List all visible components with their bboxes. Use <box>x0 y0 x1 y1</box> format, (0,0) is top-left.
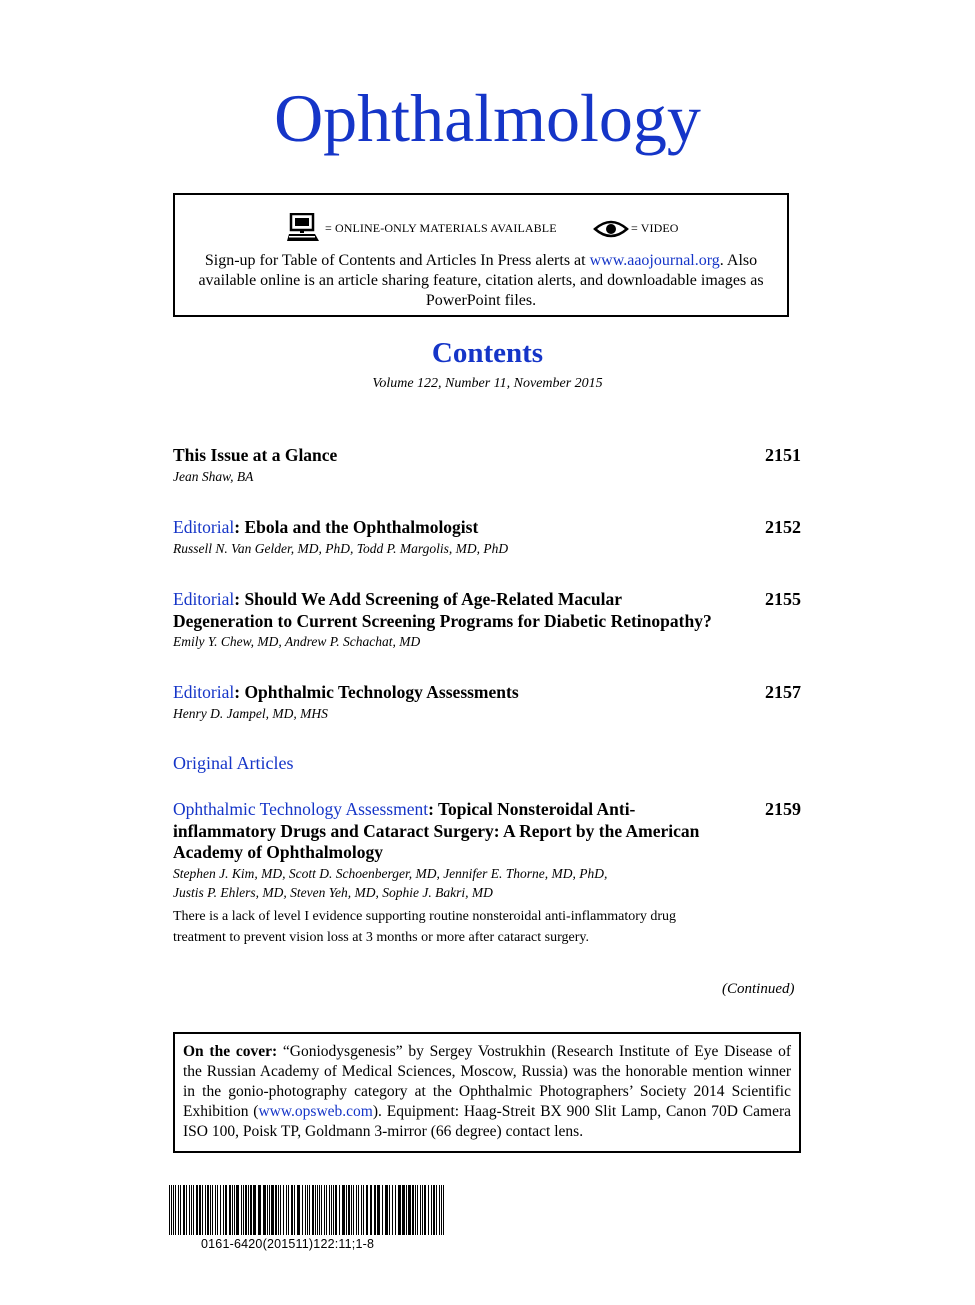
barcode-bar <box>377 1185 380 1235</box>
barcode-bar <box>433 1185 435 1235</box>
barcode-bar <box>382 1185 383 1235</box>
barcode-bar <box>358 1185 359 1235</box>
barcode-bar <box>392 1185 393 1235</box>
continued-label: (Continued) <box>722 981 795 997</box>
cover-box <box>173 1032 801 1153</box>
toc-entry[interactable] <box>173 589 801 651</box>
barcode-bar <box>248 1185 249 1235</box>
barcode-bar <box>173 1185 174 1235</box>
entry-page: 2152 <box>765 517 801 537</box>
entry-category[interactable]: Editorial <box>173 682 235 702</box>
barcode-bar <box>374 1185 376 1235</box>
barcode-bar <box>329 1185 330 1235</box>
barcode-bar <box>305 1185 306 1235</box>
barcode-number: 0161-6420(201511)122:11;1-8 <box>201 1237 375 1251</box>
barcode-bar <box>335 1185 337 1235</box>
barcode-bar <box>395 1185 396 1235</box>
entry-title: Ebola and the Ophthalmologist <box>244 517 479 537</box>
barcode-bar <box>234 1185 235 1235</box>
barcode-bar <box>326 1185 327 1235</box>
computer-icon <box>287 213 321 243</box>
barcode-bar <box>212 1185 213 1235</box>
barcode-bar <box>278 1185 279 1235</box>
barcode-bar <box>175 1185 176 1235</box>
volume-info: Volume 122, Number 11, November 2015 <box>372 376 603 391</box>
barcode-bar <box>422 1185 423 1235</box>
aaojournal-link[interactable]: www.aaojournal.org <box>589 252 720 269</box>
barcode-bar <box>283 1185 284 1235</box>
barcode-bar <box>439 1185 440 1235</box>
barcode-bar <box>253 1185 256 1235</box>
barcode-bar <box>288 1185 289 1235</box>
barcode-bar <box>271 1185 274 1235</box>
barcode-bar <box>245 1185 247 1235</box>
entry-authors: Emily Y. Chew, MD, Andrew P. Schachat, MD <box>173 634 421 649</box>
barcode-bar <box>385 1185 388 1235</box>
barcode-bar <box>191 1185 192 1235</box>
barcode-bar <box>346 1185 347 1235</box>
barcode-bar <box>263 1185 266 1235</box>
barcode-bar <box>196 1185 198 1235</box>
barcode-bar <box>169 1185 170 1235</box>
barcode-bar <box>361 1185 362 1235</box>
barcode-bar <box>363 1185 364 1235</box>
video-label: = VIDEO <box>631 221 679 235</box>
entry-title-line: Editorial: Should We Add Screening of Age-Related Macular Degeneration to Current Screening Programs for Diabetic Retinopathy? <box>173 589 712 631</box>
article-authors-line2: Justis P. Ehlers, MD, Steven Yeh, MD, Sophie J. Bakri, MD <box>173 884 493 900</box>
entry-title-line: Editorial: Ophthalmic Technology Assessments <box>173 682 519 702</box>
barcode-bar <box>428 1185 429 1235</box>
toc-entry[interactable] <box>173 682 801 723</box>
barcode-bar <box>370 1185 372 1235</box>
barcode-bar <box>232 1185 233 1235</box>
entry-page: 2157 <box>765 682 801 702</box>
barcode-bar <box>193 1185 194 1235</box>
barcode-bar <box>415 1185 416 1235</box>
barcode-bar <box>307 1185 308 1235</box>
barcode-bar <box>269 1185 270 1235</box>
article-title: Topical Nonsteroidal Anti-inflammatory Drugs and Cataract Surgery: A Report by the American Academy of Ophthalmology <box>173 799 700 862</box>
barcode-bar <box>412 1185 414 1235</box>
barcode-bar <box>250 1185 252 1235</box>
entry-authors: Henry D. Jampel, MD, MHS <box>173 705 328 721</box>
barcode-bar <box>189 1185 190 1235</box>
entry-authors: Russell N. Van Gelder, MD, PhD, Todd P. Margolis, MD, PhD <box>173 540 509 556</box>
info-box <box>173 193 789 317</box>
barcode-bar <box>297 1185 300 1235</box>
barcode-bar <box>186 1185 187 1235</box>
barcode-bar <box>317 1185 318 1235</box>
barcode-bar <box>312 1185 314 1235</box>
barcode-bar <box>180 1185 181 1235</box>
signup-post: . Also available online is an article sharing feature, citation alerts, and downloadable images as PowerPoint files. <box>198 252 764 309</box>
barcode-bar <box>171 1185 172 1235</box>
barcode-bar <box>225 1185 227 1235</box>
signup-pre: Sign-up for Table of Contents and Articles In Press alerts at <box>204 252 590 269</box>
cover-label: On the cover: <box>183 1043 278 1060</box>
barcode-bar <box>353 1185 354 1235</box>
barcode-bar <box>217 1185 218 1235</box>
barcode-bar <box>431 1185 432 1235</box>
barcode-bar <box>333 1185 334 1235</box>
barcode-bar <box>243 1185 244 1235</box>
opsweb-link[interactable]: www.opsweb.com <box>258 1103 373 1120</box>
barcode-bar <box>210 1185 211 1235</box>
entry-title-line <box>173 445 801 467</box>
entry-title-line: Editorial: Ebola and the Ophthalmologist <box>173 517 479 537</box>
barcode-bar <box>348 1185 350 1235</box>
barcode-bar <box>294 1185 295 1235</box>
barcode-bar <box>229 1185 231 1235</box>
barcode-bar <box>267 1185 268 1235</box>
barcode-bar <box>420 1185 421 1235</box>
barcode-bar <box>207 1185 209 1235</box>
barcode-bar <box>351 1185 352 1235</box>
online-only-label: = ONLINE-ONLY MATERIALS AVAILABLE <box>325 221 557 235</box>
barcode-bar <box>280 1185 281 1235</box>
barcode-bar <box>417 1185 418 1235</box>
barcode-bar <box>339 1185 340 1235</box>
barcode-bar <box>406 1185 407 1235</box>
barcode-bar <box>408 1185 411 1235</box>
barcode-bar <box>183 1185 185 1235</box>
barcode-bar <box>342 1185 345 1235</box>
barcode-bar <box>331 1185 332 1235</box>
article-category[interactable]: Ophthalmic Technology Assessment <box>173 799 429 819</box>
entry-title: Ophthalmic Technology Assessments <box>244 682 519 702</box>
article-summary: There is a lack of level I evidence supporting routine nonsteroidal anti-inflammatory drug treatment to prevent vision loss at 3 months or more after cataract surgery. <box>173 908 677 945</box>
entry-page: 2155 <box>765 589 801 609</box>
barcode <box>167 1185 449 1255</box>
entry-page: 2151 <box>765 445 801 465</box>
barcode-bar <box>205 1185 206 1235</box>
entry-category[interactable]: Editorial <box>173 517 235 537</box>
cover-text-post: ). Equipment: Haag-Streit BX 900 Slit Lamp, Canon 70D Camera ISO 100, Poisk TP, Goldmann 3-mirror (66 degree) contact lens. <box>183 1103 792 1140</box>
signup-text <box>185 251 777 311</box>
barcode-bar <box>199 1185 201 1235</box>
entry-title: This Issue at a Glance <box>173 445 338 465</box>
barcode-bar <box>441 1185 442 1235</box>
journal-title: Ophthalmology <box>274 80 701 156</box>
barcode-bar <box>236 1185 239 1235</box>
toc-article-entry[interactable] <box>173 799 801 948</box>
toc-entry[interactable] <box>173 517 801 558</box>
barcode-bars <box>167 1185 449 1237</box>
barcode-bar <box>398 1185 401 1235</box>
barcode-bar <box>275 1185 277 1235</box>
barcode-bar <box>215 1185 216 1235</box>
eye-icon <box>593 219 629 239</box>
barcode-bar <box>321 1185 322 1235</box>
legend-row <box>175 213 787 243</box>
barcode-bar <box>443 1185 444 1235</box>
barcode-bar <box>202 1185 203 1235</box>
barcode-bar <box>389 1185 390 1235</box>
section-original-articles[interactable]: Original Articles <box>173 753 294 773</box>
barcode-bar <box>309 1185 310 1235</box>
contents-heading: Contents <box>431 337 544 369</box>
entry-title: Should We Add Screening of Age-Related Macular Degeneration to Current Screening Programs for Diabetic Retinopathy? <box>173 589 712 631</box>
barcode-bar <box>258 1185 261 1235</box>
article-page: 2159 <box>765 799 801 819</box>
barcode-bar <box>324 1185 325 1235</box>
barcode-bar <box>302 1185 303 1235</box>
barcode-bar <box>220 1185 221 1235</box>
barcode-bar <box>315 1185 316 1235</box>
barcode-bar <box>223 1185 224 1235</box>
barcode-bar <box>319 1185 320 1235</box>
barcode-bar <box>291 1185 293 1235</box>
barcode-bar <box>241 1185 242 1235</box>
barcode-bar <box>366 1185 368 1235</box>
entry-category[interactable]: Editorial <box>173 589 235 609</box>
barcode-bar <box>178 1185 179 1235</box>
article-authors-line1: Stephen J. Kim, MD, Scott D. Schoenberger, MD, Jennifer E. Thorne, MD, PhD, <box>173 865 608 881</box>
barcode-bar <box>356 1185 357 1235</box>
article-title-line: Ophthalmic Technology Assessment: Topical Nonsteroidal Anti-inflammatory Drugs and Cataract Surgery: A Report by the American Academy of Ophthalmology <box>173 799 700 862</box>
barcode-bar <box>436 1185 437 1235</box>
toc-entry[interactable] <box>173 445 801 486</box>
cover-text-pre: “Goniodysgenesis” by Sergey Vostrukhin (Research Institute of Eye Disease of the Russian Academy of Medical Sciences, Moscow, Russia) was the honorable mention winner in the gonio-photography category at the Ophthalmic Photographers’ Society 2014 Scientific Exhibition ( <box>183 1043 791 1120</box>
barcode-bar <box>424 1185 426 1235</box>
barcode-bar <box>402 1185 405 1235</box>
entry-authors: Jean Shaw, BA <box>173 468 254 484</box>
barcode-bar <box>286 1185 287 1235</box>
